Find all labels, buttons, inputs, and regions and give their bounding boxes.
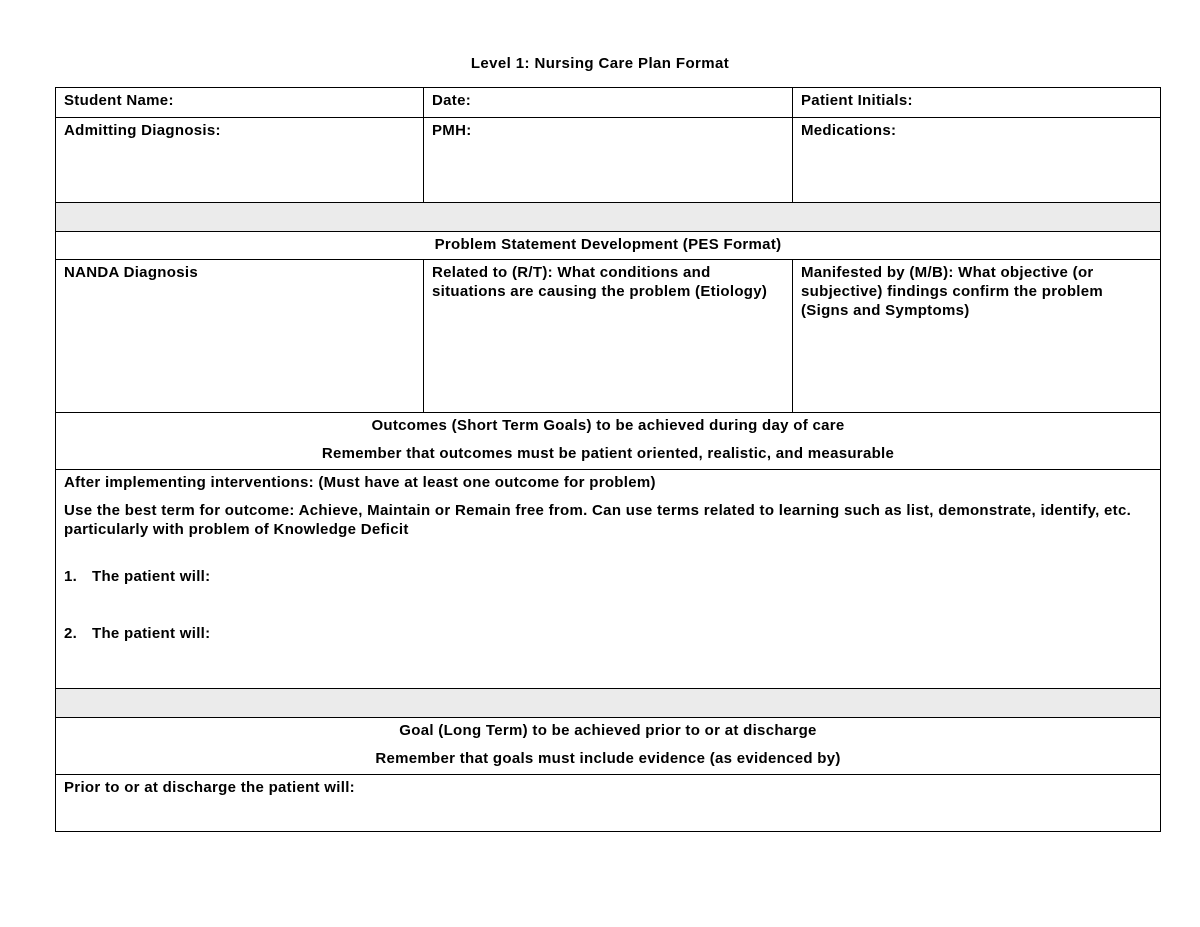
goal-heading: Goal (Long Term) to be achieved prior to or at discharge (399, 722, 817, 739)
goal-heading-cell (56, 718, 1161, 775)
nanda-diagnosis-field[interactable]: NANDA Diagnosis (56, 260, 424, 413)
problem-statement-heading: Problem Statement Development (PES Format) (56, 232, 1161, 260)
header-row (56, 88, 1161, 118)
outcomes-body-row (56, 470, 1161, 689)
outcome-text: The patient will: (92, 568, 211, 585)
outcome-item-1 (64, 567, 1152, 586)
goal-heading-row (56, 718, 1161, 775)
pes-row (56, 260, 1161, 413)
medications-field[interactable]: Medications: (793, 118, 1161, 203)
outcomes-reminder: Remember that outcomes must be patient oriented, realistic, and measurable (321, 445, 895, 462)
date-field[interactable]: Date: (424, 88, 793, 118)
shaded-spacer-row-2 (56, 689, 1161, 718)
admitting-diagnosis-field[interactable]: Admitting Diagnosis: (56, 118, 424, 203)
related-to-field[interactable]: Related to (R/T): What conditions and situations are causing the problem (Etiology) (424, 260, 793, 413)
outcomes-guidance: Use the best term for outcome: Achieve, Maintain or Remain free from. Can use terms related to learning such as list, demonstrate, identify, etc. particularly with problem of Knowledge Deficit (64, 502, 1132, 538)
goal-statement-field[interactable]: Prior to or at discharge the patient will: (56, 775, 1161, 832)
shaded-spacer (56, 203, 1161, 232)
outcome-number: 1. (64, 568, 78, 585)
outcome-text: The patient will: (92, 625, 211, 642)
student-name-field[interactable]: Student Name: (56, 88, 424, 118)
pmh-field[interactable]: PMH: (424, 118, 793, 203)
document-title: Level 1: Nursing Care Plan Format (470, 55, 730, 72)
outcomes-heading-row (56, 413, 1161, 470)
manifested-by-field[interactable]: Manifested by (M/B): What objective (or subjective) findings confirm the problem (Signs and Symptoms) (793, 260, 1161, 413)
outcomes-heading: Outcomes (Short Term Goals) to be achieved during day of care (371, 417, 845, 434)
problem-statement-heading-row (56, 232, 1161, 260)
outcome-number: 2. (64, 625, 78, 642)
shaded-spacer (56, 689, 1161, 718)
info-row (56, 118, 1161, 203)
shaded-spacer-row (56, 203, 1161, 232)
goal-body-row (56, 775, 1161, 832)
goal-reminder: Remember that goals must include evidence (as evidenced by) (375, 750, 841, 767)
outcomes-body-field[interactable] (56, 470, 1161, 689)
care-plan-table (55, 87, 1161, 832)
patient-initials-field[interactable]: Patient Initials: (793, 88, 1161, 118)
outcomes-heading-cell (56, 413, 1161, 470)
outcome-item-2 (64, 624, 1152, 643)
outcomes-intro: After implementing interventions: (Must have at least one outcome for problem) (64, 474, 656, 491)
